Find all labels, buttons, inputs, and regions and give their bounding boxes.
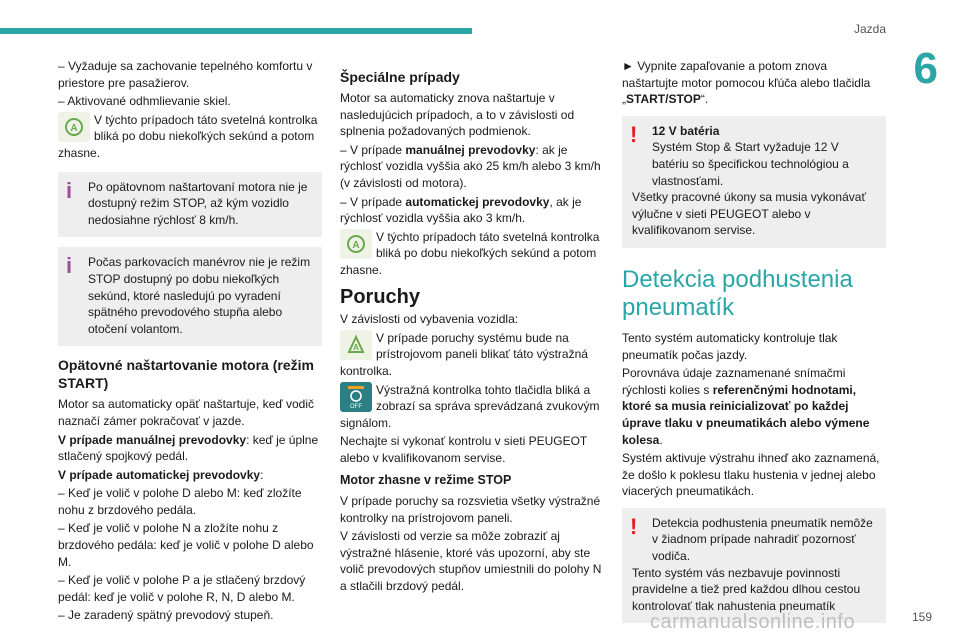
paragraph: Tento systém automaticky kontroluje tlak pneumatík počas jazdy. [622,330,838,362]
section-title: Detekcia podhustenia pneumatík [622,265,853,321]
fault-text: Výstražná kontrolka tohto tlačidla bliká a zobrazí sa správa sprevádzaná zvukovým signálom. [340,382,600,430]
stop-start-a-green-icon [58,112,90,142]
warning-icon: ! [630,513,638,539]
list-item: – Keď je volič v polohe P a je stlačený brzdový pedál: keď je volič v polohe R, N, D alebo M. [58,573,306,604]
warning-box [622,508,886,624]
section-heading: Poruchy [340,285,421,308]
stop-start-a-outline-icon [340,330,372,360]
indicator-text: V týchto prípadoch táto svetelná kontrolka bliká po dobu niekoľkých sekúnd a potom zhasne. [58,112,318,160]
warning-title: 12 V batéria [652,123,720,138]
paragraph: Systém aktivuje výstrahu ihneď ako zaznamená, že došlo k poklesu tlaku hustenia v jednej alebo viacerých pneumatikách. [622,451,880,499]
warning-text: Tento systém vás nezbavuje povinnosti pravidelne a tiež pred každou dlhou cestou kontrolovať tlak nahustenia pneumatík [632,565,861,613]
text-line: – Aktivované odhmlievanie skiel. [58,94,231,109]
stop-start-a-green-icon [340,229,372,259]
info-box [58,172,322,238]
column-3 [622,58,886,633]
paragraph: Nechajte si vykonať kontrolu v sieti PEUGEOT alebo v kvalifikovanom servise. [340,434,588,465]
paragraph: Porovnáva údaje zaznamenané snímačmi rýchlosti kolies s referenčnými hodnotami, ktoré sa musia reinicializovať po každej úprave tlaku v pneumatikách alebo výmene kolesa. [622,366,870,447]
warning-text: Detekcia podhustenia pneumatík nemôže v žiadnom prípade nahradiť pozornosť vodiča. [652,515,873,564]
paragraph: V závislosti od verzie sa môže zobraziť aj výstražné hlásenie, ktoré vás upozorní, aby ste volič prevodových stupňov umiestnili do polohy N a stlačili brzdový pedál. [340,529,602,594]
paragraph: Motor sa automaticky znova naštartuje v nasledujúcich prípadoch, a to v závislosti od splnenia požadovaných podmienok. [340,91,575,139]
list-item: – V prípade automatickej prevodovky, ak je rýchlosť vozidla vyššia ako 3 km/h. [340,194,582,226]
stop-start-off-button-icon [340,382,372,412]
paragraph: V prípade manuálnej prevodovky: keď je úplne stlačený spojkový pedál. [58,432,319,464]
section-heading: Opätovné naštartovanie motora (režim START) [58,357,314,392]
list-item: – Je zaradený spätný prevodový stupeň. [58,608,274,623]
paragraph: Motor sa automaticky opäť naštartuje, keď vodič naznačí zámer pokračovať v jazde. [58,397,314,428]
paragraph: V prípade poruchy sa rozsvietia všetky výstražné kontrolky na prístrojovom paneli. [340,494,601,525]
warning-text: Systém Stop & Start vyžaduje 12 V batériu so špecifickou technológiou a vlastnosťami. [652,140,849,188]
paragraph: V závislosti od vybavenia vozidla: [340,312,519,327]
svg-text:OFF: OFF [350,403,362,410]
paragraph: V prípade automatickej prevodovky: [58,467,264,482]
section-heading: Špeciálne prípady [340,69,460,85]
svg-text:A: A [352,239,360,251]
instruction-step: ► Vypnite zapaľovanie a potom znova naštartujte motor pomocou kľúča alebo tlačidla „START/STOP“. [622,59,871,107]
warning-icon: ! [630,121,638,147]
column-1 [58,58,322,626]
text-line: – Vyžaduje sa zachovanie tepelného komfortu v priestore pre pasažierov. [58,59,313,90]
warning-box [622,116,886,248]
chapter-number: 6 [913,44,938,93]
watermark: carmanualsonline.info [650,611,856,633]
column-2 [340,58,604,597]
page-number: 159 [911,610,932,624]
info-icon: i [66,177,73,203]
warning-text: Všetky pracovné úkony sa musia vykonávať výlučne v sieti PEUGEOT alebo v kvalifikovanom servise. [632,190,866,238]
list-item: – V prípade manuálnej prevodovky: ak je rýchlosť vozidla vyššia ako 25 km/h alebo 3 km/h (v závislosti od motora). [340,142,601,190]
info-text: Po opätovnom naštartovaní motora nie je dostupný režim STOP, až kým vozidlo nedosiahne rýchlosť 8 km/h. [88,179,308,227]
chapter-title: Jazda [853,22,886,36]
svg-text:A: A [353,342,359,352]
indicator-text: V týchto prípadoch táto svetelná kontrolka bliká po dobu niekoľkých sekúnd a potom zhasne. [340,229,600,277]
info-text: Počas parkovacích manévrov nie je režim STOP dostupný po dobu niekoľkých sekúnd, ktoré nasledujú po vyradení spätného prevodového stupňa alebo otočení volantom. [88,255,311,336]
list-item: – Keď je volič v polohe N a zložíte nohu z brzdového pedála: keď je volič v polohe D alebo M. [58,521,314,569]
info-icon: i [66,253,73,279]
list-item: – Keď je volič v polohe D alebo M: keď zložíte nohu z brzdového pedála. [58,486,302,517]
chapter-accent-bar [0,28,472,34]
info-box [58,247,322,346]
fault-text: V prípade poruchy systému bude na prístrojovom paneli blikať táto výstražná kontrolka. [340,330,588,378]
svg-text:A: A [70,122,78,134]
subheading: Motor zhasne v režime STOP [340,473,512,488]
